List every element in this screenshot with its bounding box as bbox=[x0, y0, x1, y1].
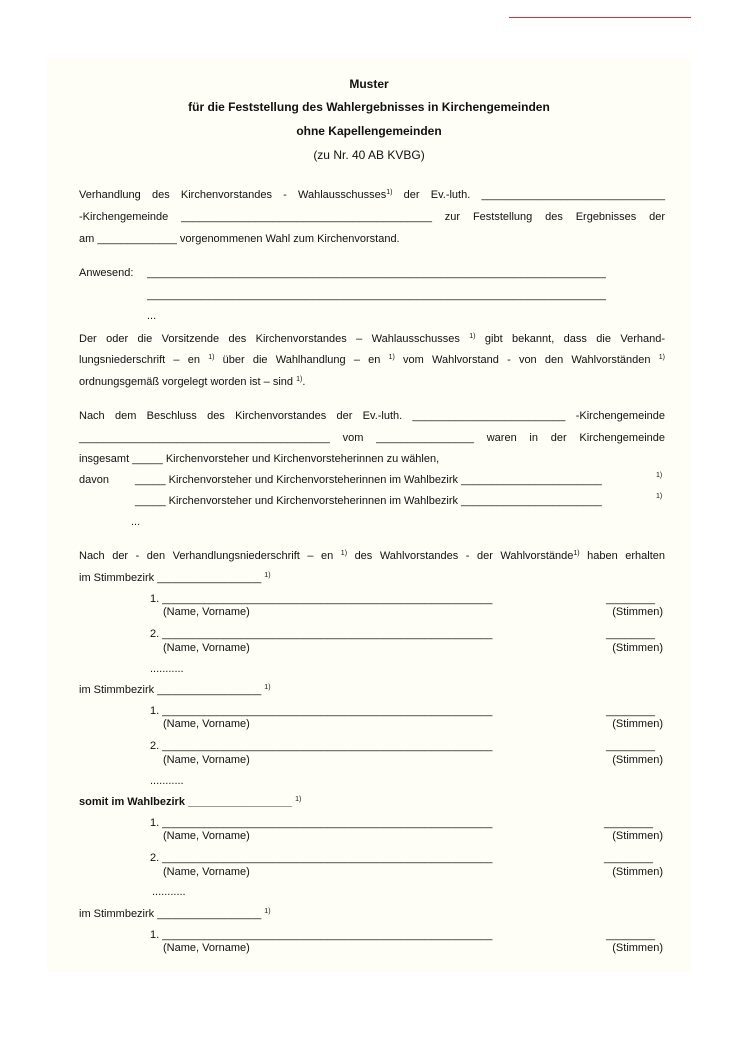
name-label: (Name, Vorname) bbox=[163, 866, 250, 878]
candidate-number: 2. bbox=[150, 628, 160, 640]
anwesend-line2: ___________________________________________________________________________ bbox=[147, 289, 606, 301]
doc-title: Muster bbox=[349, 77, 389, 91]
name-label: (Name, Vorname) bbox=[163, 830, 250, 842]
anwesend-label: Anwesend: bbox=[79, 267, 134, 279]
candidate-name-line: ______________________________________________________ bbox=[162, 817, 493, 829]
candidate-number: 2. bbox=[150, 740, 160, 752]
votes-line: ________ bbox=[606, 628, 655, 640]
candidate-name-line: ______________________________________________________ bbox=[162, 740, 493, 752]
block-dots: ........... bbox=[152, 886, 186, 898]
p3-dots: ... bbox=[131, 516, 141, 528]
p2-line2: lungsniederschrift – en $^{1)}$ über die Wahlhandlung – en $^{1)}$ vom Wahlvorstand - von den Wahlvorständen $^{1)}$ bbox=[79, 354, 665, 366]
p3-davon: davon bbox=[79, 474, 109, 486]
doc-title-line2: für die Feststellung des Wahlergebnisses in Kirchengemeinden bbox=[188, 100, 550, 114]
doc-title-line3: ohne Kapellengemeinden bbox=[296, 124, 442, 138]
p3-line3: insgesamt _____ Kirchenvorsteher und Kirchenvorsteherinnen zu wählen, bbox=[79, 453, 440, 465]
votes-line: ________ bbox=[606, 740, 655, 752]
votes-label: (Stimmen) bbox=[612, 830, 663, 842]
p2-line1: Der oder die Vorsitzende des Kirchenvorstandes – Wahlausschusses $^{1)}$ gibt bekannt, dass die Verhand- bbox=[79, 333, 665, 345]
block-label-total: somit im Wahlbezirk _________________ $^{1)}$ bbox=[79, 796, 302, 808]
p1-line3: am _____________ vorgenommenen Wahl zum Kirchenvorstand. bbox=[79, 233, 400, 245]
candidate-name-line: ______________________________________________________ bbox=[162, 852, 493, 864]
p4-line1: Nach der - den Verhandlungsniederschrift – en $^{1)}$ des Wahlvorstandes - der Wahlvorstände$^{1)}$ haben erhalten bbox=[79, 550, 666, 562]
block-label: im Stimmbezirk _________________ $^{1)}$ bbox=[79, 684, 271, 696]
name-label: (Name, Vorname) bbox=[163, 642, 250, 654]
footnote-marker: 1) bbox=[656, 472, 663, 479]
anwesend-line1: ___________________________________________________________________________ bbox=[147, 267, 606, 279]
candidate-number: 1. bbox=[150, 705, 160, 717]
footnote-marker: 1) bbox=[656, 493, 663, 500]
p3-line2: _________________________________________ vom ________________ waren in der Kirchengemeinde bbox=[79, 432, 665, 444]
votes-line: ________ bbox=[604, 852, 653, 864]
votes-line: ________ bbox=[606, 929, 655, 941]
block-label: im Stimmbezirk _________________ $^{1)}$ bbox=[79, 908, 271, 920]
p2-line3: ordnungsgemäß vorgelegt worden ist – sind $^{1)}$. bbox=[79, 376, 306, 388]
candidate-name-line: ______________________________________________________ bbox=[162, 628, 493, 640]
name-label: (Name, Vorname) bbox=[163, 942, 250, 954]
p3-district1: _____ Kirchenvorsteher und Kirchenvorsteherinnen im Wahlbezirk _______________________ bbox=[135, 474, 602, 486]
name-label: (Name, Vorname) bbox=[163, 718, 250, 730]
candidate-number: 1. bbox=[150, 929, 160, 941]
votes-label: (Stimmen) bbox=[612, 718, 663, 730]
p1-line1: Verhandlung des Kirchenvorstandes - Wahlausschusses$^{1)}$ der Ev.-luth. ______________________________ bbox=[79, 189, 665, 201]
votes-label: (Stimmen) bbox=[612, 754, 663, 766]
name-label: (Name, Vorname) bbox=[163, 606, 250, 618]
name-label: (Name, Vorname) bbox=[163, 754, 250, 766]
votes-label: (Stimmen) bbox=[612, 866, 663, 878]
candidate-number: 1. bbox=[150, 817, 160, 829]
candidate-number: 2. bbox=[150, 852, 160, 864]
doc-reference: (zu Nr. 40 AB KVBG) bbox=[313, 148, 425, 162]
block-dots: ........... bbox=[150, 775, 184, 787]
votes-line: ________ bbox=[606, 705, 655, 717]
votes-line: ________ bbox=[606, 593, 655, 605]
votes-label: (Stimmen) bbox=[612, 642, 663, 654]
footnote-marker: 1) bbox=[386, 189, 393, 196]
p3-district2: _____ Kirchenvorsteher und Kirchenvorsteherinnen im Wahlbezirk _______________________ bbox=[135, 495, 602, 507]
votes-line: ________ bbox=[604, 817, 653, 829]
block-label: im Stimmbezirk _________________ $^{1)}$ bbox=[79, 572, 271, 584]
p1-line2: -Kirchengemeinde _________________________________________ zur Feststellung des Ergebnisses der bbox=[79, 211, 665, 223]
candidate-name-line: ______________________________________________________ bbox=[162, 929, 493, 941]
anwesend-dots: ... bbox=[147, 310, 157, 322]
p3-line1: Nach dem Beschluss des Kirchenvorstandes der Ev.-luth. _________________________ -Kirchengemeinde bbox=[79, 410, 665, 422]
votes-label: (Stimmen) bbox=[612, 942, 663, 954]
candidate-name-line: ______________________________________________________ bbox=[162, 593, 493, 605]
candidate-name-line: ______________________________________________________ bbox=[162, 705, 493, 717]
votes-label: (Stimmen) bbox=[612, 606, 663, 618]
block-dots: ........... bbox=[150, 663, 184, 675]
candidate-number: 1. bbox=[150, 593, 160, 605]
red-header-rule bbox=[509, 17, 691, 18]
